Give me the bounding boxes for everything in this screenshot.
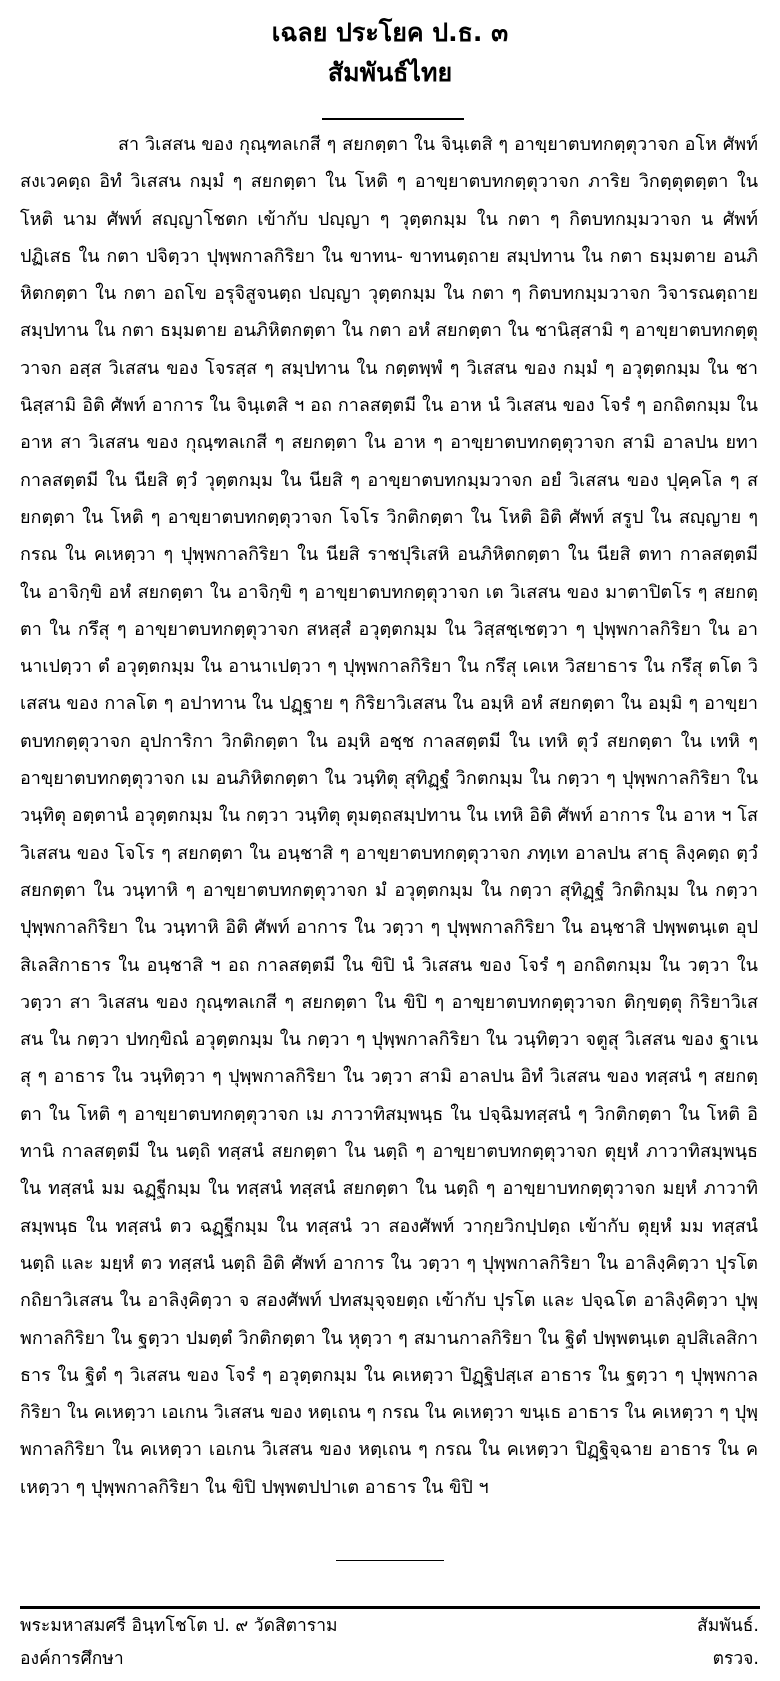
footer-organization: องค์การศึกษา bbox=[20, 1649, 124, 1669]
body-paragraph: สา วิเสสน ของ กุณฺฑลเกสี ๆ สยกตฺตา ใน จินฺเตสิ ๆ อาขฺยาตบทกตฺตุวาจก อโห ศัพท์ สงเวคตฺถ อิทํ วิเสสน กมฺมํ ๆ สยกตฺตา ใน โหติ ๆ อาขฺยาตบทกตฺตุวาจก ภาริย วิกตฺตุตตฺตา ใน โหติ นาม ศัพท์ สญฺญาโชตก เข้ากับ ปญฺญา ๆ วุตฺตกมฺม ใน กตา ๆ กิตบทกมฺมวาจก น ศัพท์ ปฏิเสธ ใน กตา ปจิตฺวา ปุพฺพกาลกิริยา ใน ขาทน- ขาทนตฺถาย สมฺปทาน ใน กตา ธมฺมตาย อนภิหิตกตฺตา ใน กตา อถโข อรุจิสูจนตฺถ ปญฺญา วุตฺตกมฺม ใน กตา ๆ กิตบทกมฺมวาจก วิจารณตฺถาย สมฺปทาน ใน กตา ธมฺมตาย อนภิหิตกตฺตา ใน กตา อหํ สยกตฺตา ใน ชานิสฺสามิ ๆ อาขฺยาตบทกตฺตุวาจก อสฺส วิเสสน ของ โจรสฺส ๆ สมฺปทาน ใน กตฺตพฺพํ ๆ วิเสสน ของ กมฺมํ ๆ อวุตฺตกมฺม ใน ชานิสฺสามิ อิติ ศัพท์ อาการ ใน จินฺเตสิ ฯ อถ กาลสตฺตมี ใน อาห นํ วิเสสน ของ โจรํ ๆ อกถิตกมฺม ใน อาห สา วิเสสน ของ กุณฺฑลเกสี ๆ สยกตฺตา ใน อาห ๆ อาขฺยาตบทกตฺตุวาจก สามิ อาลปน ยทา กาลสตฺตมี ใน นียสิ ตฺวํ วุตฺตกมฺม ใน นียสิ ๆ อาขฺยาตบทกมฺมวาจก อยํ วิเสสน ของ ปุคฺคโล ๆ สยกตฺตา ใน โหติ ๆ อาขฺยาตบทกตฺตุวาจก โจโร วิกติกตฺตา ใน โหติ อิติ ศัพท์ สรูป ใน สญฺญาย ๆ กรณ ใน คเหตฺวา ๆ ปุพฺพกาลกิริยา ใน นียสิ ราชปุริเสหิ อนภิหิตกตฺตา ใน นียสิ ตทา กาลสตฺตมี ใน อาจิกฺขิ อหํ สยกตฺตา ใน อาจิกฺขิ ๆ อาขฺยาตบทกตฺตุวาจก เต วิเสสน ของ มาตาปิตโร ๆ สยกตฺตา ใน กรึสุ ๆ อาขฺยาตบทกตฺตุวาจก สหสฺสํ อวุตฺตกมฺม ใน วิสฺสชฺเชตฺวา ๆ ปุพฺพกาลกิริยา ใน อานาเปตฺวา ตํ อวุตฺตกมฺม ใน อานาเปตฺวา ๆ ปุพฺพกาลกิริยา ใน กรึสุ เคเห วิสยาธาร ใน กรึสุ ตโต วิเสสน ของ กาลโต ๆ อปาทาน ใน ปฏฺฐาย ๆ กิริยาวิเสสน ใน อมฺหิ อหํ สยกตฺตา ใน อมฺมิ ๆ อาขฺยาตบทกตฺตุวาจก อุปการิกา วิกติกตฺตา ใน อมฺหิ อชฺช กาลสตฺตมี ใน เทหิ ตุวํ สยกตฺตา ใน เทหิ ๆ อาขฺยาตบทกตฺตุวาจก เม อนภิหิตกตฺตา ใน วนฺทิตุ สุทิฏฺฐํ วิกตกมฺม ใน กตฺวา ๆ ปุพฺพกาลกิริยา ใน วนฺทิตุ อตฺตานํ อวุตฺตกมฺม ใน กตฺวา วนฺทิตุ ตุมตฺถสมฺปทาน ใน เทหิ อิติ ศัพท์ อาการ ใน อาห ฯ โส วิเสสน ของ โจโร ๆ สยกตฺตา ใน อนฺชาสิ ๆ อาขฺยาตบทกตฺตุวาจก ภทฺเท อาลปน สาธุ ลิงฺคตฺถ ตฺวํ สยกตฺตา ใน วนฺทาหิ ๆ อาขฺยาตบทกตฺตุวาจก มํ อวุตฺตกมฺม ใน กตฺวา สุทิฏฺฐํ วิกติกมฺม ใน กตฺวา ปุพฺพกาลกิริยา ใน วนฺทาหิ อิติ ศัพท์ อาการ ใน วตฺวา ๆ ปุพฺพกาลกิริยา ใน อนฺชาสิ ปพฺพตนฺเต อุปสิเลสิกาธาร ใน อนฺชาสิ ฯ อถ กาลสตฺตมี ใน ขิปิ นํ วิเสสน ของ โจรํ ๆ อกถิตกมฺม ใน วตฺวา ใน วตฺวา สา วิเสสน ของ กุณฺฑลเกสี ๆ สยกตฺตา ใน ขิปิ ๆ อาขฺยาตบทกตฺตุวาจก ติกฺขตฺตุ กิริยาวิเสสน ใน กตฺวา ปทกฺขิณํ อวุตฺตกมฺม ใน กตฺวา ๆ ปุพฺพกาลกิริยา ใน วนฺทิตฺวา จตูสุ วิเสสน ของ ฐาเนสุ ๆ อาธาร ใน วนฺทิตฺวา ๆ ปุพฺพกาลกิริยา ใน วตฺวา สามิ อาลปน อิทํ วิเสสน ของ ทสฺสนํ ๆ สยกตฺตา ใน โหติ ๆ อาขฺยาตบทกตฺตุวาจก เม ภาวาทิสมฺพนฺธ ใน ปจฺฉิมทสฺสนํ ๆ วิกติกตฺตา ใน โหติ อิทานิ กาลสตฺตมี ใน นตฺถิ ทสฺสนํ สยกตฺตา ใน นตฺถิ ๆ อาขฺยาตบทกตฺตุวาจก ตุยฺหํ ภาวาทิสมฺพนฺธ ใน ทสฺสนํ มม ฉฏฺฐีกมฺม ใน ทสฺสนํ ทสฺสนํ สยกตฺตา ใน นตฺถิ ๆ อาขฺยาบทกตฺตุวาจก มยฺหํ ภาวาทิสมฺพนฺธ ใน ทสฺสนํ ตว ฉฏฺฐีกมฺม ใน ทสฺสนํ วา สองศัพท์ วากฺยวิกปฺปตฺถ เข้ากับ ตุยฺหํ มม ทสฺสนํ นตฺถิ และ มยฺหํ ตว ทสฺสนํ นตฺถิ อิติ ศัพท์ อาการ ใน วตฺวา ๆ ปุพฺพกาลกิริยา ใน อาลิงฺคิตฺวา ปุรโต กถิยาวิเสสน ใน อาลิงฺคิตฺวา จ สองศัพท์ ปทสมุจฺจยตฺถ เข้ากับ ปุรโต และ ปจฺฉโต อาลิงฺคิตฺวา ปุพฺพกาลกิริยา ใน ฐตฺวา ปมตฺตํ วิกติกตฺตา ใน หุตฺวา ๆ สมานกาลกิริยา ใน ฐิตํ ปพฺพตนฺเต อุปสิเลสิกาธาร ใน ฐิตํ ๆ วิเสสน ของ โจรํ ๆ อวุตฺตกมฺม ใน คเหตฺวา ปิฏฺฐิปสฺเส อาธาร ใน ฐตฺวา ๆ ปุพฺพกาลกิริยา ใน คเหตฺวา เอเกน วิเสสน ของ หตฺเถน ๆ กรณ ใน คเหตฺวา ขนฺเธ อาธาร ใน คเหตฺวา ๆ ปุพฺพกาลกิริยา ใน คเหตฺวา เอเกน วิเสสน ของ หตฺเถน ๆ กรณ ใน คเหตฺวา ปิฏฺฐิจฺฉาย อาธาร ใน คเหตฺวา ๆ ปุพฺพกาลกิริยา ใน ขิปิ ปพฺพตปปาเต อาธาร ใน ขิปิ ฯ bbox=[20, 134, 758, 1498]
document-subtitle: สัมพันธ์ไทย bbox=[327, 58, 453, 87]
footer-author: พระมหาสมศรี อินฺทโชโต ป. ๙ วัดสิตาราม bbox=[20, 1616, 338, 1636]
title-divider bbox=[322, 118, 464, 120]
footer-check: ตรวจ. bbox=[712, 1649, 759, 1669]
footer-category: สัมพันธ์. bbox=[697, 1616, 759, 1636]
footer-divider bbox=[20, 1606, 760, 1609]
end-divider bbox=[336, 1560, 444, 1561]
document-title: เฉลย ประโยค ป.ธ. ๓ bbox=[271, 18, 509, 47]
